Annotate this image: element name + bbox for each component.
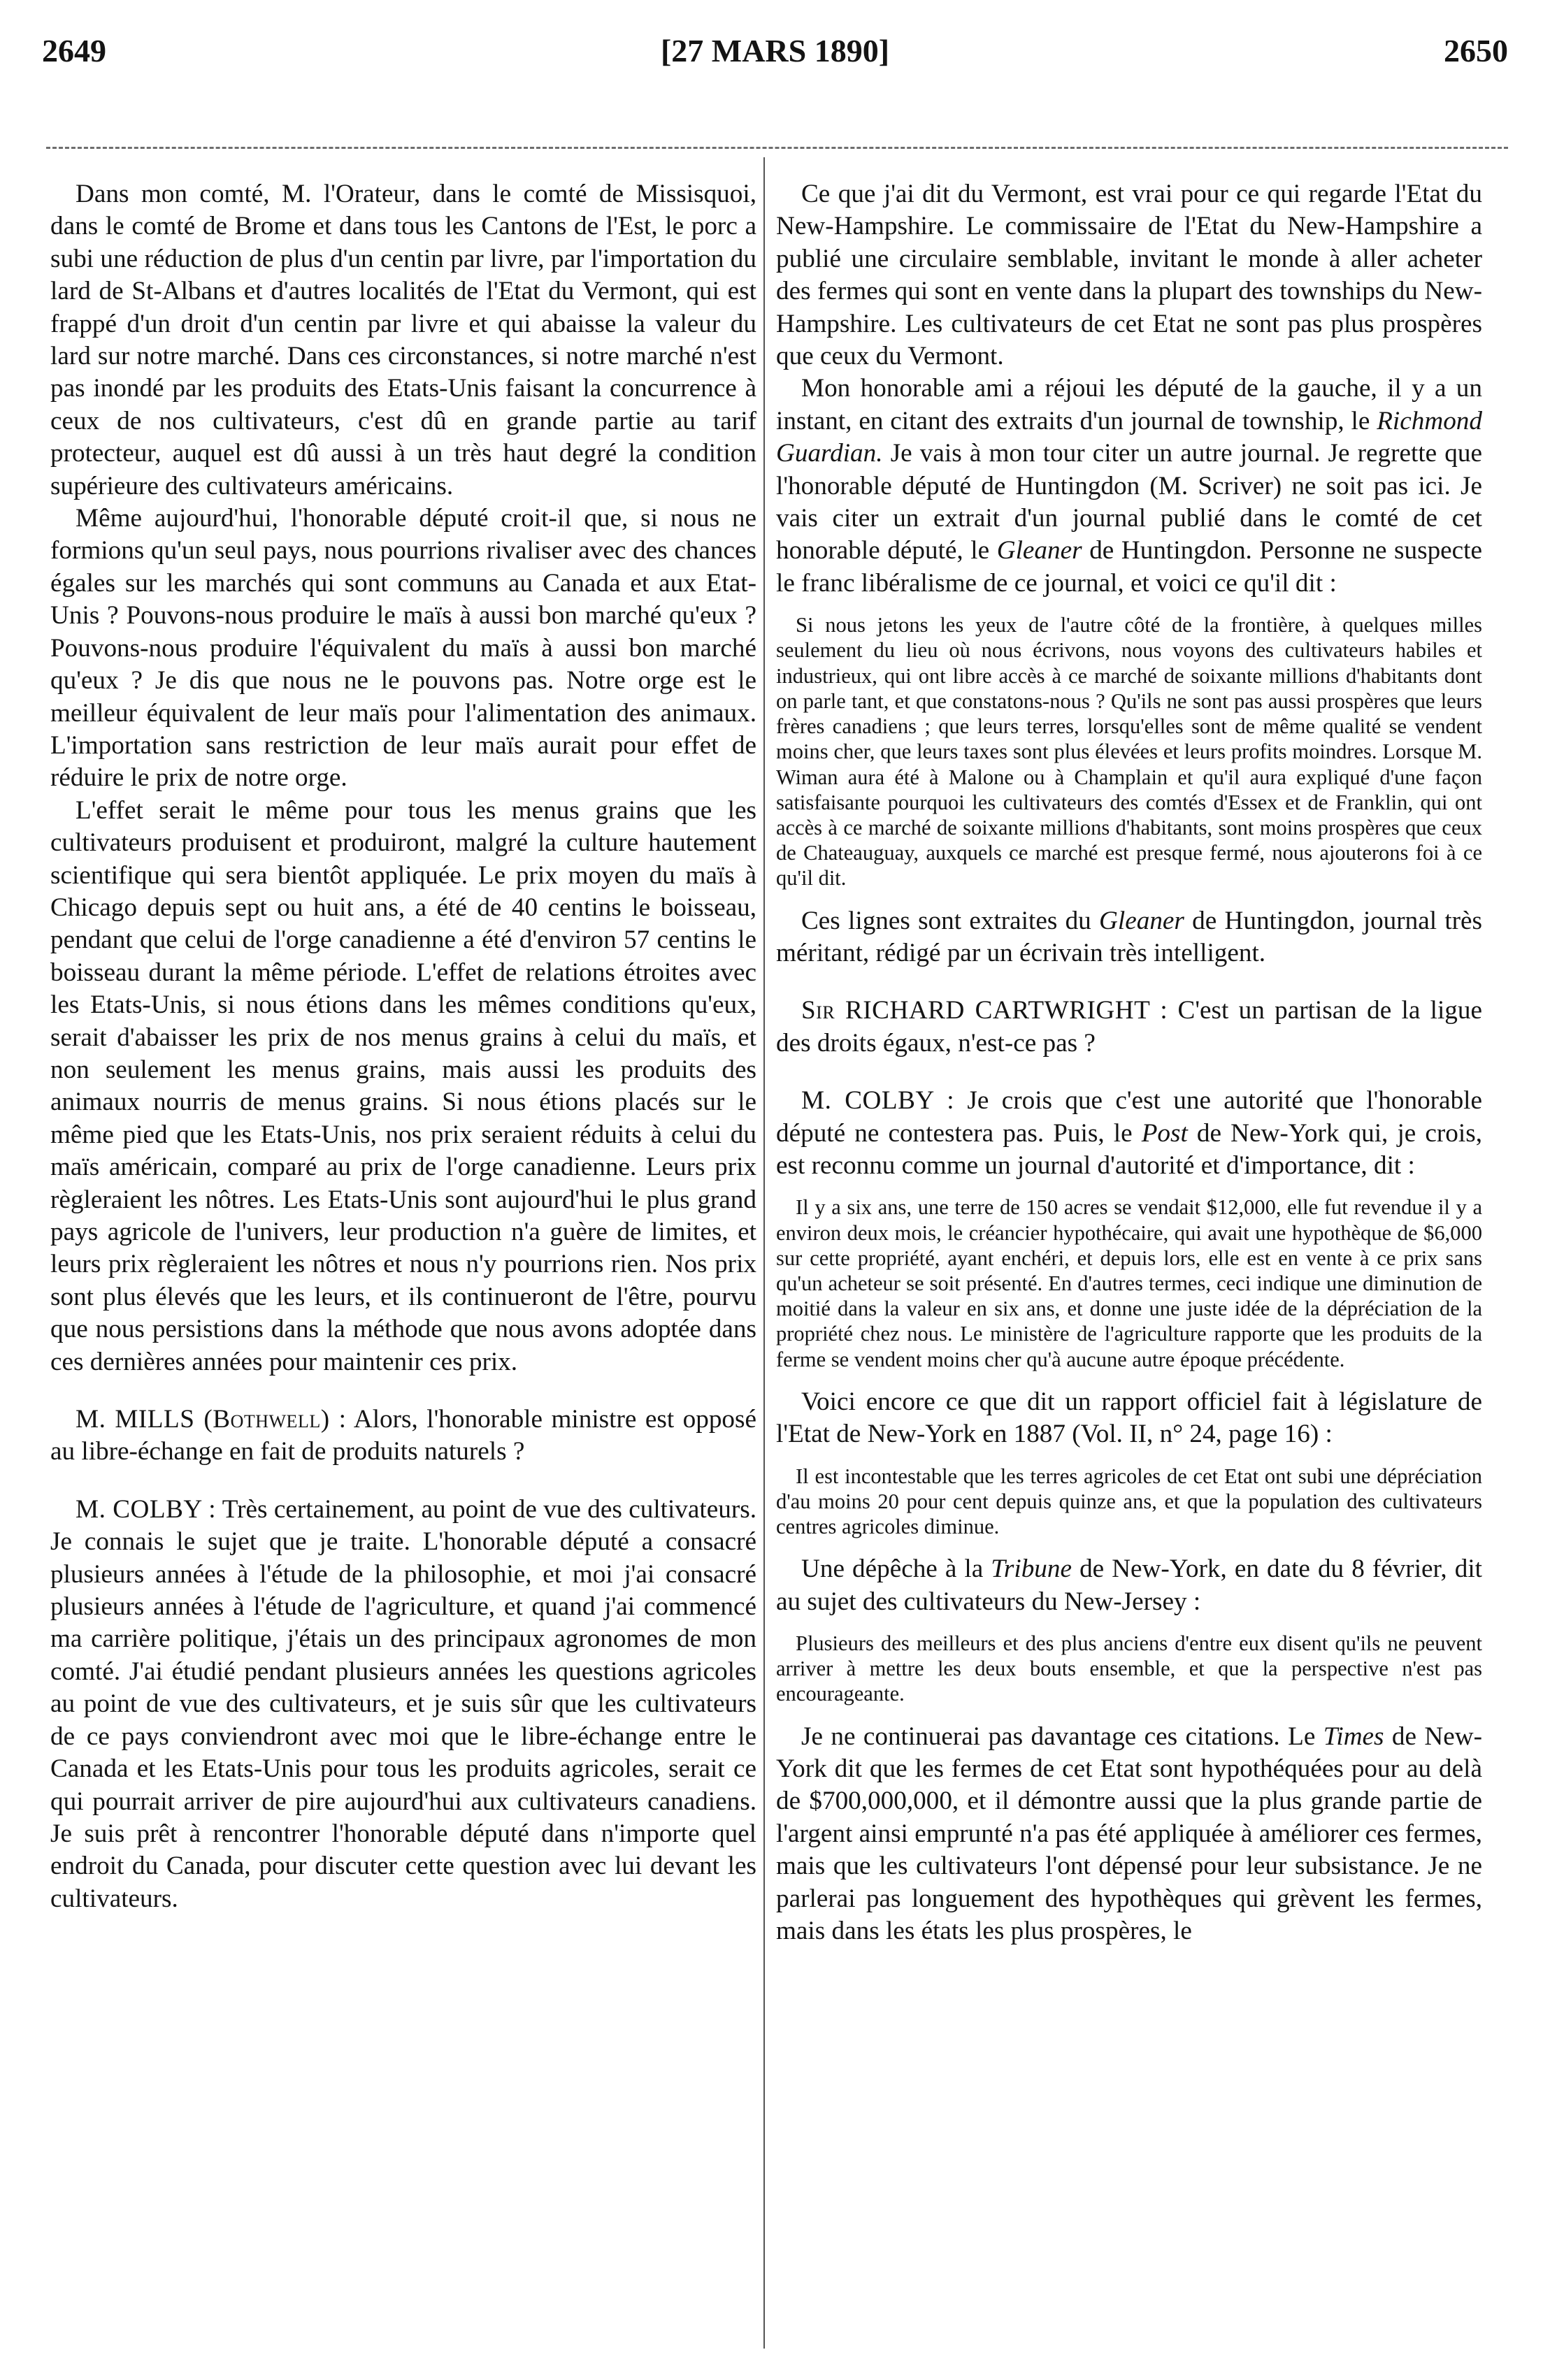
speech-cartwright xyxy=(776,995,1482,1060)
speech-text: Très certainement, au point de vue des cultivateurs. Je connais le sujet que je traite. L'honorable député a consacré plusieurs années à l'étude de la philosophie, et moi j'ai consacré plusieurs années à l'étude de l'agriculture, et quand j'ai commencé ma carrière politique, j'étais un des principaux agronomes de mon comté. J'ai étudié pendant plusieurs années les questions agricoles au point de vue des cultivateurs, et je suis sûr que les cultivateurs de ce pays conviendront avec moi que le libre-échange entre le Canada et les Etats-Unis pour tous les produits agricoles, serait ce qui pourrait arriver de pire aujourd'hui aux cultivateurs canadiens. Je suis prêt à rencontrer l'honorable député dans n'importe quel endroit du Canada, pour discuter cette question avec lui devant les cultivateurs. xyxy=(50,1494,756,1913)
right-column xyxy=(776,178,1482,2345)
paragraph: Dans mon comté, M. l'Orateur, dans le comté de Missisquoi, dans le comté de Brome et dans tous les Cantons de l'Est, le porc a subi une réduction de plus d'un centin par livre, par l'importation du lard de St-Albans et d'autres localités de l'Etat du Vermont, qui est frappé d'un droit d'un centin par livre et qui abaisse la valeur du lard sur notre marché. Dans ces circonstances, si notre marché n'est pas inondé par les produits des Etats-Unis faisant la concurrence à ceux de nos cultivateurs, c'est dû en grande partie au tarif protecteur, auquel est dû aussi à un très haut degré la condition supérieure des cultivateurs américains. xyxy=(50,180,756,500)
text-run: Je crois que c'est une autorité que l'honorable député ne contestera pas. Puis, le xyxy=(776,1086,1482,1148)
text-run: de New-York dit que les fermes de cet Etat sont hypothéquées pour au delà de $700,000,000, et il démontre aussi que la plus grande partie de l'argent ainsi emprunté n'a pas été appliquée à améliorer ces fermes, mais que les cultivateurs l'ont dépensé pour leur subsistance. Je ne parlerai pas longuement des hypothèques qui grèvent les fermes, mais dans les états les plus prospères, le xyxy=(776,1722,1482,1946)
speaker-name: Sir RICHARD CARTWRIGHT : xyxy=(801,996,1168,1025)
speech-text: C'est un partisan de la ligue des droits égaux, n'est-ce pas ? xyxy=(776,996,1482,1058)
text-run: Une dépêche à la xyxy=(801,1555,984,1584)
paragraph xyxy=(776,1721,1482,1948)
text-run: Je ne continuerai pas davantage ces citations. Le xyxy=(801,1722,1316,1751)
journal-title: Post xyxy=(1141,1118,1188,1148)
text-run: Je vais à mon tour citer un autre journal. Je regrette que l'honorable député de Huntingdon (M. Scriver) ne soit pas ici. Je vais citer un extrait d'un journal publié dans le comté de cet honorable député, le xyxy=(776,439,1482,565)
speech-colby xyxy=(50,1494,756,1915)
speaker-name: M. COLBY : xyxy=(801,1086,955,1116)
speaker-name: M. COLBY : xyxy=(76,1494,217,1524)
speech-text: Alors, l'honorable ministre est opposé au libre-échange en fait de produits naturels ? xyxy=(50,1405,756,1466)
journal-title: Richmond Guardian. xyxy=(776,406,1482,468)
paragraph: Même aujourd'hui, l'honorable député croit-il que, si nous ne formions qu'un seul pays, nous pourrions rivaliser avec des chances égales sur les marchés qui sont communs au Canada et aux Etat-Unis ? Pouvons-nous produire le maïs à aussi bon marché qu'eux ? Pouvons-nous produire l'équivalent du maïs à aussi bon marché qu'eux ? Je dis que nous ne le pouvons pas. Notre orge est le meilleur équivalent de leur maïs pour l'alimentation des animaux. L'importation sans restriction de leur maïs aurait pour effet de réduire le prix de notre orge. xyxy=(50,504,756,793)
journal-title: Times xyxy=(1323,1722,1384,1751)
journal-title: Gleaner xyxy=(996,536,1082,565)
column-divider xyxy=(763,157,765,2349)
speech-mills xyxy=(50,1404,756,1469)
journal-title: Tribune xyxy=(991,1555,1072,1584)
page-number-left: 2649 xyxy=(42,33,106,68)
quotation: Il y a six ans, une terre de 150 acres se vendait $12,000, elle fut revendue il y a environ deux mois, le créancier hypothécaire, qui avait une hypothèque de $6,000 sur cette propriété, ayant enchéri, et depuis lors, elle est en vente à ce prix sans qu'un acheteur se soit présenté. En d'autres termes, ceci indique une diminution de moitié dans la valeur en six ans, et donne une juste idée de la dépréciation de la propriété chez nous. Le ministère de l'agriculture rapporte que les produits de la ferme se vendent moins cher qu'à aucune autre époque précédente. xyxy=(776,1195,1482,1371)
speech-colby xyxy=(776,1085,1482,1182)
paragraph: L'effet serait le même pour tous les menus grains que les cultivateurs produisent et produiront, malgré la culture hautement scientifique qui sera bientôt appliquée. Le prix moyen du maïs à Chicago depuis sept ou huit ans, a été de 40 centins le boisseau, pendant que celui de l'orge canadienne a été d'environ 57 centins le boisseau durant la même période. L'effet de relations étroites avec les Etats-Unis, si nous étions dans les mêmes conditions qu'eux, serait d'abaisser les prix de nos menus grains à celui du maïs, et non seulement les menus grains, mais aussi les produits des animaux nourris de menus grains. Si nous étions placés sur le même pied que les Etats-Unis, nos prix seraient réduits à celui du maïs américain, comparé au prix de l'orge canadienne. Leurs prix règleraient les nôtres. Les Etats-Unis sont aujourd'hui le plus grand pays agricole de l'univers, leur production n'a guère de limites, et leurs prix règleraient les nôtres et nous n'y pourrions rien. Nos prix sont plus élevés que les leurs, et ils continueront de l'être, pourvu que nous persistions dans la méthode que nous avons adoptée dans ces dernières années pour maintenir ces prix. xyxy=(50,795,756,1376)
quotation: Il est incontestable que les terres agricoles de cet Etat ont subi une dépréciation d'au moins 20 pour cent depuis quinze ans, et que la population des cultivateurs centres agricoles diminue. xyxy=(776,1464,1482,1538)
page-date: [27 MARS 1890] xyxy=(660,33,890,68)
speaker-name: M. MILLS (Bothwell) : xyxy=(76,1405,347,1434)
paragraph xyxy=(776,373,1482,600)
paragraph xyxy=(776,905,1482,970)
paragraph: Voici encore ce que dit un rapport officiel fait à législature de l'Etat de New-York en 1887 (Vol. II, n° 24, page 16) : xyxy=(776,1387,1482,1449)
quotation: Si nous jetons les yeux de l'autre côté de la frontière, à quelques milles seulement du lieu où nous écrivons, nous voyons des cultivateurs habiles et industrieux, qui ont libre accès à ce marché de soixante millions d'habitants dont on parle tant, et que constatons-nous ? Qu'ils ne sont pas aussi prospères que leurs frères canadiens ; que leurs terres, lorsqu'elles sont de même qualité se vendent moins cher, que leurs taxes sont plus élevées et leurs profits moindres. Lorsque M. Wiman aura été à Malone ou à Champlain et qu'il aura expliqué d'une façon satisfaisante pourquoi les cultivateurs des comtés d'Essex et de Franklin, qui ont accès à ce marché de soixante millions d'habitants, sont moins prospères que ceux de Chateauguay, auxquels ce marché est presque fermé, nous ajouterons foi à ce qu'il dit. xyxy=(776,613,1482,890)
page-number-right: 2650 xyxy=(1444,33,1508,68)
journal-title: Gleaner xyxy=(1099,906,1184,935)
text-run: Ces lignes sont extraites du xyxy=(801,906,1091,935)
paragraph xyxy=(776,1553,1482,1618)
text-run: de New-York qui, je crois, est reconnu comme un journal d'autorité et d'importance, dit : xyxy=(776,1118,1482,1180)
page-header xyxy=(42,32,1508,88)
text-run: Mon honorable ami a réjoui les député de la gauche, il y a un instant, en citant des extraits d'un journal de township, le xyxy=(776,374,1482,435)
paragraph: Ce que j'ai dit du Vermont, est vrai pour ce qui regarde l'Etat du New-Hampshire. Le commissaire de l'Etat du New-Hampshire a publié une circulaire semblable, invitant le monde à aller acheter des fermes qui sont en vente dans la plupart des townships du New-Hampshire. Les cultivateurs de cet Etat ne sont pas plus prospères que ceux du Vermont. xyxy=(776,180,1482,371)
text-run: de Huntingdon. Personne ne suspecte le franc libéralisme de ce journal, et voici ce qu'il dit : xyxy=(776,536,1482,598)
quotation: Plusieurs des meilleurs et des plus anciens d'entre eux disent qu'ils ne peuvent arriver à mettre les deux bouts ensemble, et que la perspective n'est pas encourageante. xyxy=(776,1631,1482,1706)
text-run: de Huntingdon, journal très méritant, rédigé par un écrivain très intelligent. xyxy=(776,906,1482,967)
left-column xyxy=(50,178,756,2345)
header-rule xyxy=(46,147,1508,149)
text-run: de New-York, en date du 8 février, dit au sujet des cultivateurs du New-Jersey : xyxy=(776,1555,1482,1616)
